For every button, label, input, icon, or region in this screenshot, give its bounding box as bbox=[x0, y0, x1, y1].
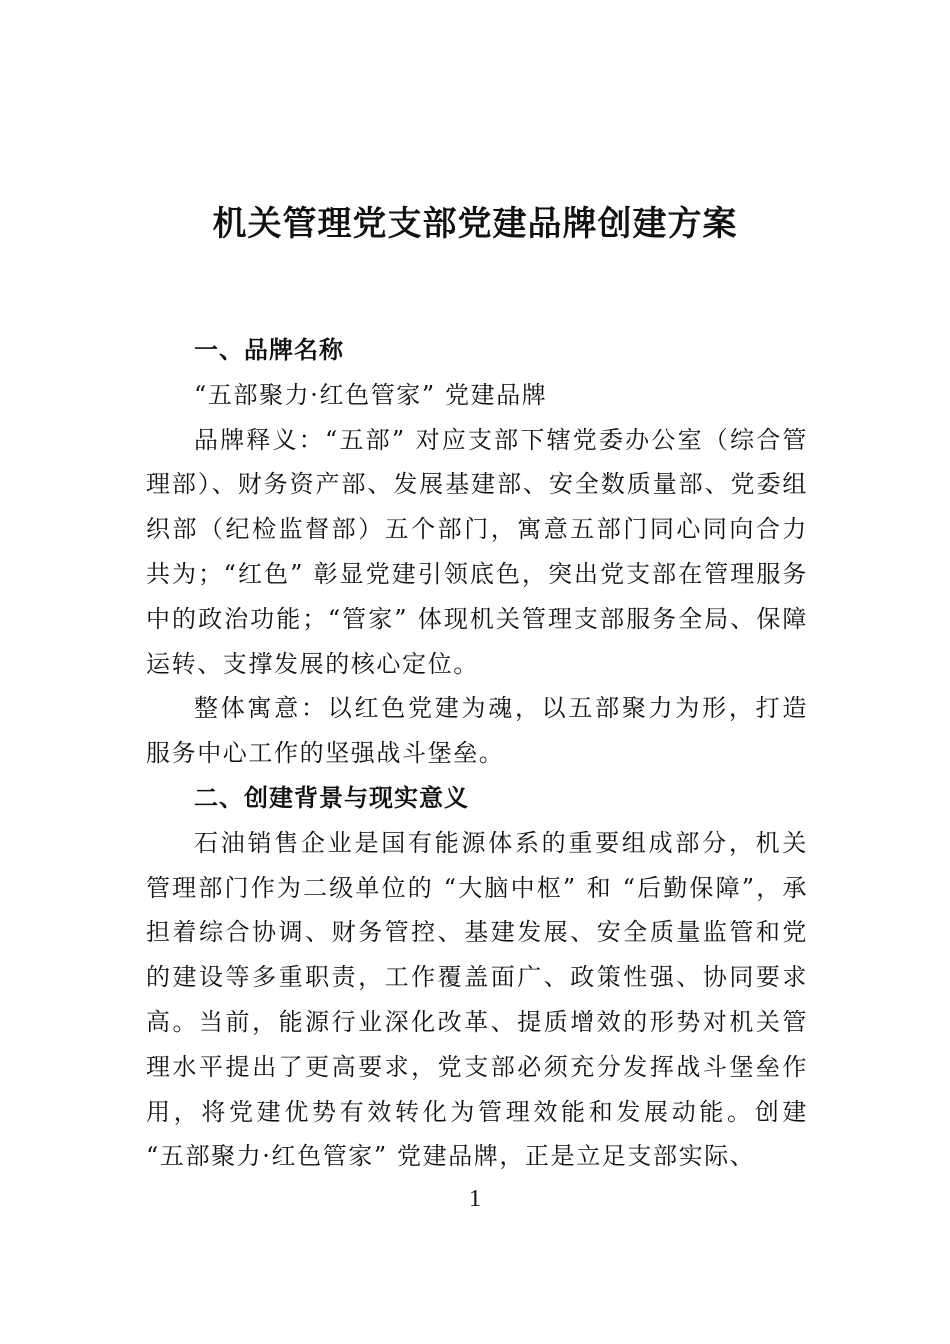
paragraph: 石油销售企业是国有能源体系的重要组成部分，机关管理部门作为二级单位的 “大脑中枢” 和 “后勤保障”，承担着综合协调、财务管控、基建发展、安全质量监管和党的建设等多重职责，工作覆盖面广、政策性强、协同要求高。当前，能源行业深化改革、提质增效的形势对机关管理水平提出了更高要求，党支部必须充分发挥战斗堡垒作用，将党建优势有效转化为管理效能和发展动能。创建 “五部聚力·红色管家” 党建品牌，正是立足支部实际、 bbox=[146, 828, 808, 1171]
section-heading: 二、创建背景与现实意义 bbox=[194, 783, 469, 812]
paragraph: “五部聚力·红色管家” 党建品牌 bbox=[194, 380, 548, 409]
page-number: 1 bbox=[469, 1186, 481, 1212]
document-title: 机关管理党支部党建品牌创建方案 bbox=[212, 204, 738, 244]
document-body bbox=[146, 328, 808, 1179]
paragraph: 整体寓意：以红色党建为魂，以五部聚力为形，打造服务中心工作的坚强战斗堡垒。 bbox=[146, 694, 808, 768]
paragraph: 品牌释义：“五部” 对应支部下辖党委办公室（综合管理部）、财务资产部、发展基建部、安全数质量部、党委组织部（纪检监督部）五个部门，寓意五部门同心同向合力共为；“红色” 彰显党建引领底色，突出党支部在管理服务中的政治功能；“管家” 体现机关管理支部服务全局、保障运转、支撑发展的核心定位。 bbox=[146, 425, 808, 678]
section-heading: 一、品牌名称 bbox=[194, 336, 344, 364]
